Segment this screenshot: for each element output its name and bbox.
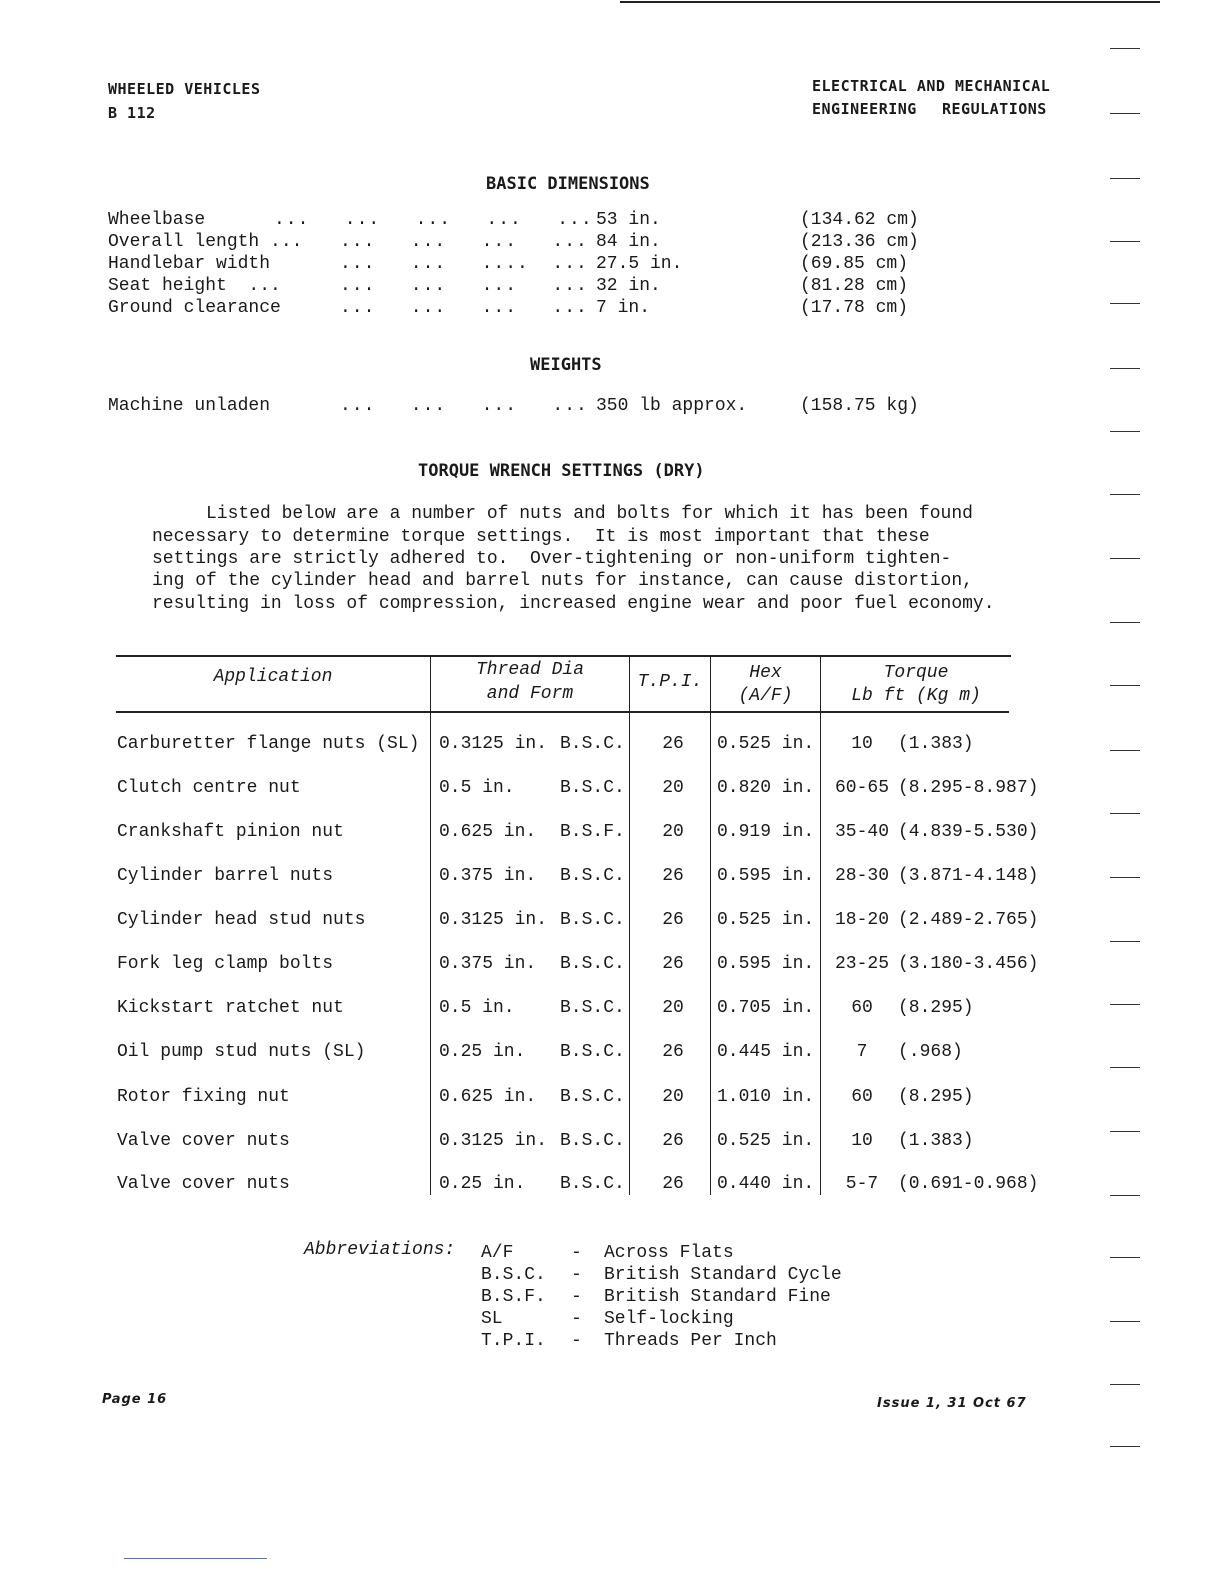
- dimension-label: Seat height ...: [108, 276, 281, 296]
- cell-form: B.S.C.: [560, 1087, 625, 1107]
- dimension-metric: (134.62 cm): [800, 210, 919, 230]
- basic-dimensions-title: BASIC DIMENSIONS: [486, 174, 650, 194]
- cell-dia: 0.25 in.: [439, 1174, 526, 1194]
- cell-hex: 0.445 in.: [717, 1042, 815, 1062]
- dimension-label: Ground clearance: [108, 298, 281, 318]
- cell-tpi: 26: [662, 910, 684, 930]
- dimension-row: [0, 276, 1224, 300]
- margin-mark: [1110, 1067, 1140, 1068]
- cell-hex: 0.820 in.: [717, 778, 815, 798]
- weight-metric: (158.75 kg): [800, 396, 919, 416]
- table-row: [0, 998, 1224, 1028]
- header-right-line2b: REGULATIONS: [942, 100, 1047, 118]
- cell-tpi: 26: [662, 1131, 684, 1151]
- header-application: Application: [213, 667, 333, 687]
- margin-mark: [1110, 303, 1140, 304]
- abbr-meaning: British Standard Cycle: [604, 1265, 842, 1285]
- table-top-rule: [116, 655, 1011, 657]
- margin-mark: [1110, 558, 1140, 559]
- table-row: [0, 1042, 1224, 1072]
- intro-line: Listed below are a number of nuts and bolts for which it has been found: [206, 504, 973, 524]
- dimension-row: [0, 298, 1224, 322]
- cell-tpi: 26: [662, 1174, 684, 1194]
- cell-tpi: 26: [662, 1042, 684, 1062]
- cell-application: Valve cover nuts: [117, 1131, 290, 1151]
- header-tpi: T.P.I.: [637, 672, 703, 692]
- dimension-dots: ... ... ... ...: [340, 232, 588, 252]
- table-header-rule: [116, 711, 1009, 713]
- header-right-line2: ENGINEERING: [812, 100, 917, 118]
- cell-kgm: (1.383): [898, 1131, 974, 1151]
- cell-application: Carburetter flange nuts (SL): [117, 734, 420, 754]
- margin-mark: [1110, 48, 1140, 49]
- margin-mark: [1110, 877, 1140, 878]
- abbr-dash: -: [571, 1265, 582, 1285]
- header-left-line2: B 112: [108, 104, 156, 122]
- cell-application: Cylinder barrel nuts: [117, 866, 334, 886]
- cell-hex: 0.525 in.: [717, 1131, 815, 1151]
- margin-mark: [1110, 1446, 1140, 1447]
- cell-kgm: (3.180-3.456): [898, 954, 1039, 974]
- dimension-metric: (17.78 cm): [800, 298, 909, 318]
- table-row: [0, 954, 1224, 984]
- cell-lbft: 28-30: [834, 866, 889, 886]
- header-thread-line2: and Form: [486, 684, 574, 704]
- header-torque-line2: Lb ft (Kg m): [851, 686, 981, 706]
- margin-mark: [1110, 1195, 1140, 1196]
- table-row: [0, 734, 1224, 764]
- cell-application: Rotor fixing nut: [117, 1087, 290, 1107]
- abbr-code: B.S.C.: [481, 1265, 546, 1285]
- cell-lbft: 60: [851, 1087, 873, 1107]
- dimension-metric: (81.28 cm): [800, 276, 909, 296]
- abbr-dash: -: [571, 1243, 582, 1263]
- weight-label: Machine unladen: [108, 396, 271, 416]
- abbr-code: SL: [481, 1309, 503, 1329]
- dimension-dots: ... ... ... ... ...: [274, 210, 593, 230]
- abbr-meaning: Self-locking: [604, 1309, 734, 1329]
- cell-kgm: (0.691-0.968): [898, 1174, 1039, 1194]
- weight-dots: ... ... ... ...: [340, 396, 588, 416]
- cell-dia: 0.375 in.: [439, 866, 537, 886]
- header-torque-line1: Torque: [883, 663, 949, 683]
- cell-hex: 0.595 in.: [717, 866, 815, 886]
- table-row: [0, 910, 1224, 940]
- cell-lbft: 10: [851, 1131, 873, 1151]
- margin-mark: [1110, 1384, 1140, 1385]
- cell-tpi: 26: [662, 866, 684, 886]
- dimension-row: [0, 232, 1224, 256]
- abbr-code: A/F: [481, 1243, 514, 1263]
- header-right-line1: ELECTRICAL AND MECHANICAL: [812, 77, 1051, 95]
- cell-kgm: (2.489-2.765): [898, 910, 1039, 930]
- cell-form: B.S.F.: [560, 822, 625, 842]
- margin-mark: [1110, 941, 1140, 942]
- dimension-imperial: 32 in.: [596, 276, 661, 296]
- header-thread-line1: Thread Dia: [475, 660, 585, 680]
- cell-form: B.S.C.: [560, 866, 625, 886]
- cell-hex: 0.525 in.: [717, 734, 815, 754]
- cell-tpi: 20: [662, 998, 684, 1018]
- cell-form: B.S.C.: [560, 910, 625, 930]
- abbreviations-label: Abbreviations:: [304, 1240, 456, 1260]
- cell-dia: 0.5 in.: [439, 998, 515, 1018]
- cell-hex: 0.440 in.: [717, 1174, 815, 1194]
- abbr-dash: -: [571, 1309, 582, 1329]
- cell-dia: 0.3125 in.: [439, 910, 548, 930]
- weight-row: [0, 396, 1224, 420]
- cell-application: Kickstart ratchet nut: [117, 998, 344, 1018]
- cell-lbft: 10: [851, 734, 873, 754]
- cell-form: B.S.C.: [560, 1042, 625, 1062]
- cell-kgm: (8.295): [898, 998, 974, 1018]
- cell-lbft: 7: [856, 1042, 868, 1062]
- dimension-label: Wheelbase: [108, 210, 206, 230]
- dimension-dots: ... ... ... ...: [340, 298, 588, 318]
- margin-mark: [1110, 113, 1140, 114]
- cell-kgm: (1.383): [898, 734, 974, 754]
- cell-kgm: (8.295-8.987): [898, 778, 1039, 798]
- cell-tpi: 26: [662, 734, 684, 754]
- margin-mark: [1110, 368, 1140, 369]
- cell-kgm: (3.871-4.148): [898, 866, 1039, 886]
- cell-tpi: 20: [662, 1087, 684, 1107]
- margin-mark: [1110, 494, 1140, 495]
- cell-application: Oil pump stud nuts (SL): [117, 1042, 366, 1062]
- dimension-dots: ... ... .... ...: [340, 254, 588, 274]
- bottom-rule: [124, 1558, 267, 1559]
- margin-mark: [1110, 750, 1140, 751]
- intro-line: ing of the cylinder head and barrel nuts for instance, can cause distortion,: [152, 571, 973, 591]
- table-row: [0, 1087, 1224, 1117]
- dimension-label: Overall length ...: [108, 232, 303, 252]
- abbr-meaning: British Standard Fine: [604, 1287, 831, 1307]
- weight-imperial: 350 lb approx.: [596, 396, 748, 416]
- cell-hex: 0.525 in.: [717, 910, 815, 930]
- abbr-meaning: Threads Per Inch: [604, 1331, 777, 1351]
- cell-lbft: 5-7: [845, 1174, 879, 1194]
- table-row: [0, 1174, 1224, 1204]
- cell-kgm: (.968): [898, 1042, 963, 1062]
- cell-form: B.S.C.: [560, 1131, 625, 1151]
- cell-lbft: 18-20: [834, 910, 889, 930]
- footer-page: Page 16: [102, 1392, 168, 1407]
- margin-mark: [1110, 1004, 1140, 1005]
- cell-form: B.S.C.: [560, 998, 625, 1018]
- cell-dia: 0.625 in.: [439, 822, 537, 842]
- abbr-dash: -: [571, 1287, 582, 1307]
- cell-application: Valve cover nuts: [117, 1174, 290, 1194]
- dimension-imperial: 53 in.: [596, 210, 661, 230]
- cell-dia: 0.5 in.: [439, 778, 515, 798]
- cell-dia: 0.375 in.: [439, 954, 537, 974]
- cell-form: B.S.C.: [560, 1174, 625, 1194]
- cell-dia: 0.3125 in.: [439, 1131, 548, 1151]
- cell-application: Fork leg clamp bolts: [117, 954, 334, 974]
- dimension-row: [0, 254, 1224, 278]
- cell-form: B.S.C.: [560, 954, 625, 974]
- intro-line: necessary to determine torque settings. It is most important that these: [152, 527, 930, 547]
- margin-mark: [1110, 813, 1140, 814]
- cell-hex: 0.919 in.: [717, 822, 815, 842]
- abbr-meaning: Across Flats: [604, 1243, 734, 1263]
- cell-tpi: 20: [662, 822, 684, 842]
- dimension-metric: (69.85 cm): [800, 254, 909, 274]
- cell-application: Clutch centre nut: [117, 778, 301, 798]
- cell-lbft: 60: [851, 998, 873, 1018]
- table-row: [0, 1131, 1224, 1161]
- cell-dia: 0.3125 in.: [439, 734, 548, 754]
- margin-mark: [1110, 431, 1140, 432]
- margin-mark: [1110, 241, 1140, 242]
- table-row: [0, 778, 1224, 808]
- dimension-imperial: 84 in.: [596, 232, 661, 252]
- abbr-dash: -: [571, 1331, 582, 1351]
- cell-dia: 0.25 in.: [439, 1042, 526, 1062]
- dimension-imperial: 27.5 in.: [596, 254, 683, 274]
- cell-hex: 0.705 in.: [717, 998, 815, 1018]
- cell-dia: 0.625 in.: [439, 1087, 537, 1107]
- margin-mark: [1110, 1321, 1140, 1322]
- cell-tpi: 26: [662, 954, 684, 974]
- table-row: [0, 866, 1224, 896]
- cell-lbft: 35-40: [834, 822, 889, 842]
- cell-lbft: 23-25: [834, 954, 889, 974]
- cell-form: B.S.C.: [560, 734, 625, 754]
- table-row: [0, 822, 1224, 852]
- cell-application: Cylinder head stud nuts: [117, 910, 366, 930]
- header-left-line1: WHEELED VEHICLES: [108, 80, 261, 98]
- cell-lbft: 60-65: [834, 778, 889, 798]
- top-rule: [620, 1, 1160, 3]
- abbr-code: T.P.I.: [481, 1331, 546, 1351]
- cell-kgm: (8.295): [898, 1087, 974, 1107]
- margin-mark: [1110, 1131, 1140, 1132]
- cell-tpi: 20: [662, 778, 684, 798]
- abbr-code: B.S.F.: [481, 1287, 546, 1307]
- cell-hex: 1.010 in.: [717, 1087, 815, 1107]
- cell-kgm: (4.839-5.530): [898, 822, 1039, 842]
- cell-application: Crankshaft pinion nut: [117, 822, 344, 842]
- header-hex-line1: Hex: [749, 663, 782, 683]
- weights-title: WEIGHTS: [530, 355, 602, 375]
- dimension-imperial: 7 in.: [596, 298, 651, 318]
- torque-title: TORQUE WRENCH SETTINGS (DRY): [418, 461, 705, 481]
- margin-mark: [1110, 685, 1140, 686]
- cell-hex: 0.595 in.: [717, 954, 815, 974]
- cell-form: B.S.C.: [560, 778, 625, 798]
- dimension-metric: (213.36 cm): [800, 232, 919, 252]
- margin-mark: [1110, 178, 1140, 179]
- intro-line: resulting in loss of compression, increased engine wear and poor fuel economy.: [152, 594, 995, 614]
- header-hex-line2: (A/F): [738, 686, 793, 706]
- intro-line: settings are strictly adhered to. Over-tightening or non-uniform tighten-: [152, 549, 952, 569]
- margin-mark: [1110, 1257, 1140, 1258]
- dimension-row: [0, 210, 1224, 234]
- dimension-label: Handlebar width: [108, 254, 271, 274]
- footer-issue: Issue 1, 31 Oct 67: [877, 1396, 1027, 1411]
- margin-mark: [1110, 622, 1140, 623]
- dimension-dots: ... ... ... ...: [340, 276, 588, 296]
